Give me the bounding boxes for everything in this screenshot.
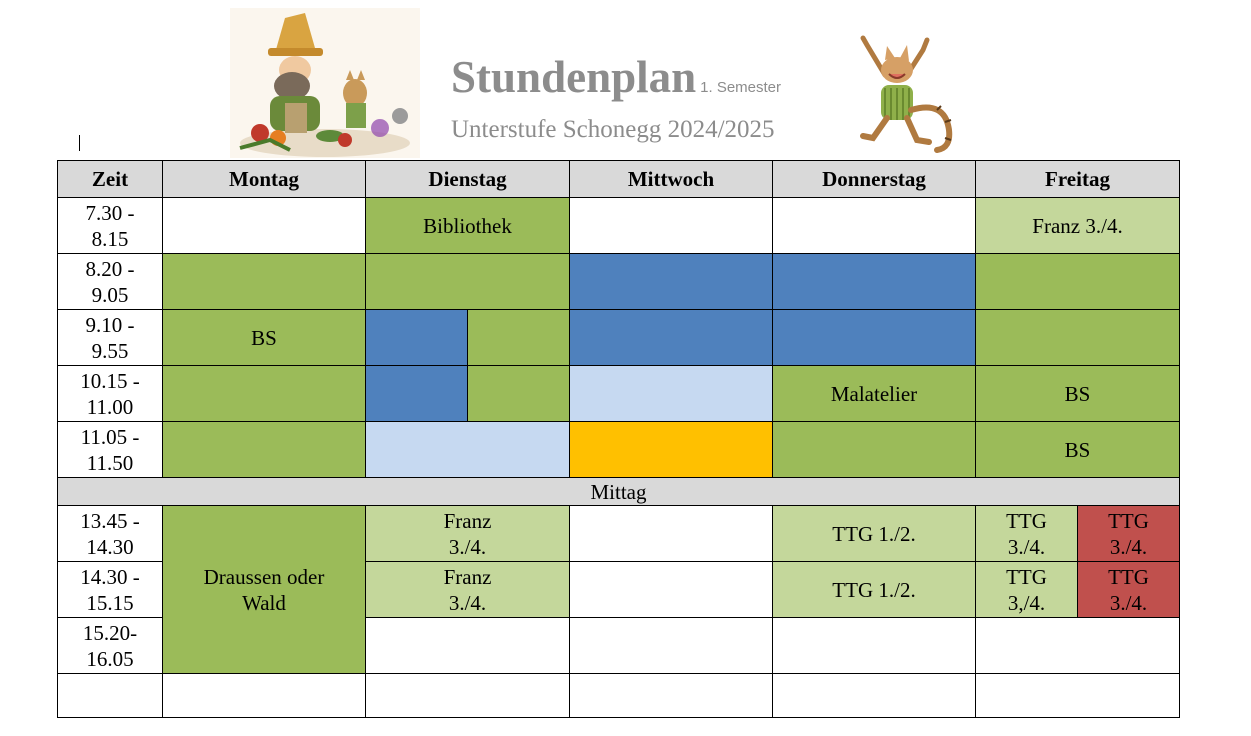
header-row — [58, 161, 1180, 198]
header-mittwoch: Mittwoch — [570, 161, 773, 198]
cell-wed-r2 — [570, 254, 773, 310]
table-row — [58, 422, 1180, 478]
time-cell: 9.10 - 9.55 — [58, 310, 163, 366]
cell-tue-r4a — [366, 366, 468, 422]
cell-wed-r4 — [570, 366, 773, 422]
header-donnerstag: Donnerstag — [773, 161, 976, 198]
cell-mon-afternoon: Draussen oder Wald — [163, 506, 366, 674]
pettersson-garden-illustration — [230, 8, 420, 158]
cell-mon-r9 — [163, 674, 366, 718]
cell-fri-r8 — [976, 618, 1180, 674]
time-cell — [58, 674, 163, 718]
cell-thu-r1 — [773, 198, 976, 254]
cell-wed-r9 — [570, 674, 773, 718]
cell-mon-r2 — [163, 254, 366, 310]
schedule-table — [57, 160, 1180, 718]
cell-tue-r4b — [468, 366, 570, 422]
header-dienstag: Dienstag — [366, 161, 570, 198]
table-row — [58, 506, 1180, 562]
table-row — [58, 674, 1180, 718]
cell-thu-r8 — [773, 618, 976, 674]
cell-wed-r8 — [570, 618, 773, 674]
cell-tue-r6: Franz 3./4. — [366, 506, 570, 562]
cell-fri-r5: BS — [976, 422, 1180, 478]
time-cell: 7.30 - 8.15 — [58, 198, 163, 254]
cell-fri-r7a: TTG 3,/4. — [976, 562, 1078, 618]
cell-fri-r7b: TTG 3./4. — [1078, 562, 1180, 618]
cell-thu-r7: TTG 1./2. — [773, 562, 976, 618]
cell-wed-r3 — [570, 310, 773, 366]
cell-thu-r4: Malatelier — [773, 366, 976, 422]
cell-tue-r5 — [366, 422, 570, 478]
cell-fri-r4: BS — [976, 366, 1180, 422]
cell-thu-r5 — [773, 422, 976, 478]
cell-mon-r5 — [163, 422, 366, 478]
cell-tue-r9 — [366, 674, 570, 718]
lunch-row — [58, 478, 1180, 506]
cell-fri-r9 — [976, 674, 1180, 718]
time-cell: 13.45 - 14.30 — [58, 506, 163, 562]
table-row — [58, 254, 1180, 310]
header-freitag: Freitag — [976, 161, 1180, 198]
cell-fri-r3 — [976, 310, 1180, 366]
cell-tue-r2 — [366, 254, 570, 310]
cell-tue-r7: Franz 3./4. — [366, 562, 570, 618]
lunch-cell: Mittag — [58, 478, 1180, 506]
time-cell: 8.20 - 9.05 — [58, 254, 163, 310]
title-block — [451, 52, 781, 145]
text-cursor — [79, 135, 80, 151]
cell-wed-r6 — [570, 506, 773, 562]
cell-fri-r6b: TTG 3./4. — [1078, 506, 1180, 562]
table-row — [58, 366, 1180, 422]
cell-wed-r1 — [570, 198, 773, 254]
time-cell: 15.20- 16.05 — [58, 618, 163, 674]
semester-label: 1. Semester — [700, 79, 782, 96]
cell-fri-r1: Franz 3./4. — [976, 198, 1180, 254]
cell-tue-r8 — [366, 618, 570, 674]
page-title: Stundenplan 1. Semester — [451, 52, 782, 102]
cell-mon-r3: BS — [163, 310, 366, 366]
table-row — [58, 198, 1180, 254]
cell-thu-r2 — [773, 254, 976, 310]
time-cell: 10.15 - 11.00 — [58, 366, 163, 422]
cell-mon-r1 — [163, 198, 366, 254]
cell-tue-r1: Bibliothek — [366, 198, 570, 254]
table-row — [58, 310, 1180, 366]
cell-wed-r5 — [570, 422, 773, 478]
cell-thu-r3 — [773, 310, 976, 366]
cell-thu-r9 — [773, 674, 976, 718]
page-subtitle: Unterstufe Schonegg 2024/2025 — [451, 116, 775, 143]
time-cell: 11.05 - 11.50 — [58, 422, 163, 478]
header-montag: Montag — [163, 161, 366, 198]
cell-thu-r6: TTG 1./2. — [773, 506, 976, 562]
time-cell: 14.30 - 15.15 — [58, 562, 163, 618]
cell-fri-r6a: TTG 3./4. — [976, 506, 1078, 562]
cell-tue-r3b — [468, 310, 570, 366]
cell-tue-r3a — [366, 310, 468, 366]
findus-cat-jumping-illustration — [845, 30, 960, 158]
cell-mon-r4 — [163, 366, 366, 422]
cell-fri-r2 — [976, 254, 1180, 310]
cell-wed-r7 — [570, 562, 773, 618]
header-zeit: Zeit — [58, 161, 163, 198]
